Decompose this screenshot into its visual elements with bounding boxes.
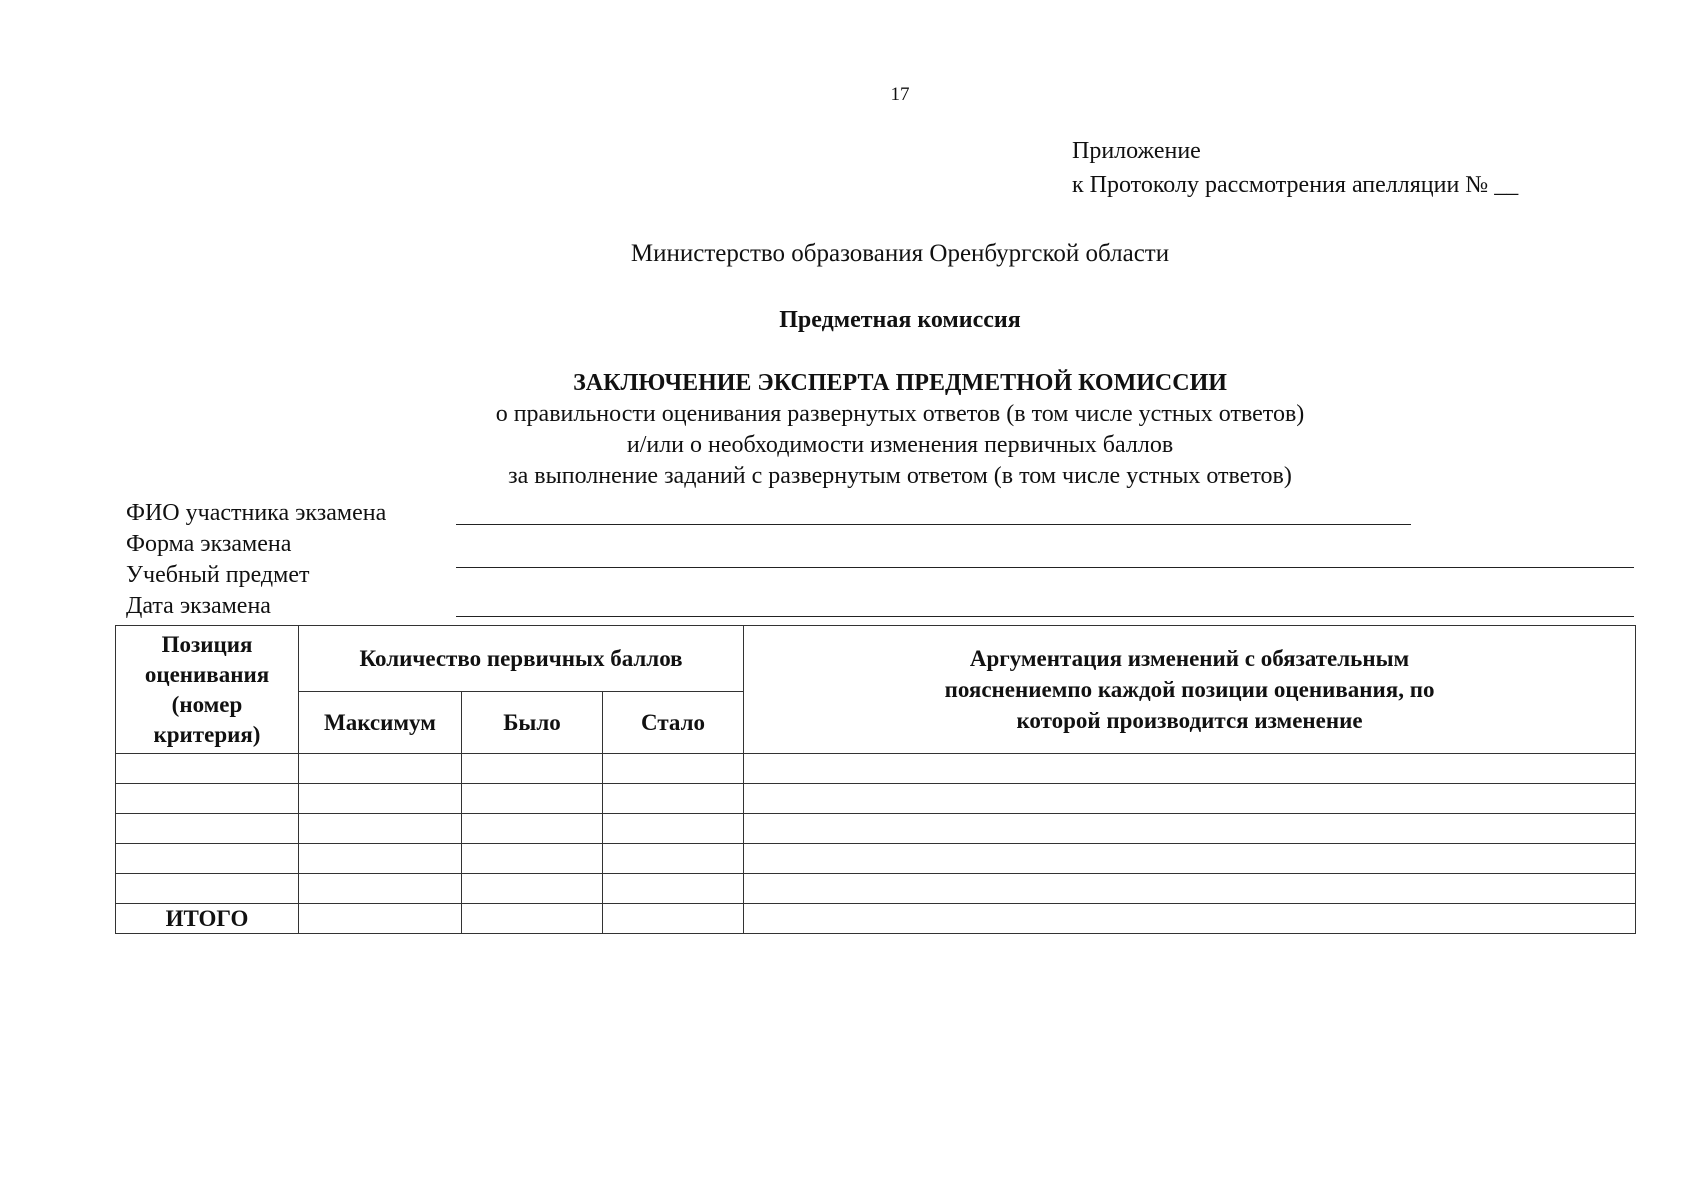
table-cell[interactable] [299, 874, 462, 904]
appeal-scores-table [115, 625, 1636, 934]
field-label-exam-date: Дата экзамена [126, 593, 271, 619]
table-cell[interactable] [603, 784, 744, 814]
field-label-participant-name: ФИО участника экзамена [126, 500, 387, 526]
table-cell[interactable] [462, 814, 603, 844]
subtitle-line-1: о правильности оценивания развернутых ответов (в том числе устных ответов) [495, 401, 1305, 427]
table-cell[interactable] [603, 844, 744, 874]
table-cell[interactable] [299, 754, 462, 784]
appendix-note [1072, 134, 1518, 202]
subject-line[interactable] [456, 567, 1634, 568]
was-column-header: Было [462, 692, 603, 754]
subtitle-line-3: за выполнение заданий с развернутым ответом (в том числе устных ответов) [508, 463, 1292, 489]
commission-name: Предметная комиссия [779, 307, 1021, 333]
points-group-header: Количество первичных баллов [299, 626, 744, 692]
table-cell[interactable] [116, 844, 299, 874]
table-cell[interactable] [603, 904, 744, 934]
table-cell[interactable] [116, 754, 299, 784]
table-cell[interactable] [462, 784, 603, 814]
table-row [116, 814, 1636, 844]
document-title: ЗАКЛЮЧЕНИЕ ЭКСПЕРТА ПРЕДМЕТНОЙ КОМИССИИ [573, 370, 1227, 396]
position-header-line: (номер [171, 691, 243, 717]
argument-header-line: которой производится изменение [1016, 708, 1363, 733]
table-row [116, 784, 1636, 814]
argument-column-header [744, 626, 1636, 754]
table-cell[interactable] [116, 784, 299, 814]
table-row [116, 844, 1636, 874]
became-column-header: Стало [603, 692, 744, 754]
subtitle-line-2: и/или о необходимости изменения первичных баллов [626, 432, 1174, 458]
table-row [116, 754, 1636, 784]
table-cell[interactable] [299, 844, 462, 874]
total-row [116, 904, 1636, 934]
argument-header-line: пояснениемпо каждой позиции оценивания, по [944, 677, 1435, 702]
total-label: ИТОГО [116, 904, 299, 934]
table-cell[interactable] [603, 874, 744, 904]
table-cell[interactable] [299, 784, 462, 814]
appendix-line-1: Приложение [1072, 138, 1201, 164]
table-row [116, 874, 1636, 904]
position-header-line: оценивания [144, 661, 270, 687]
position-column-header [116, 626, 299, 754]
table-cell[interactable] [462, 904, 603, 934]
table-cell[interactable] [744, 784, 1636, 814]
table-cell[interactable] [744, 904, 1636, 934]
argument-header-line: Аргументация изменений с обязательным [969, 646, 1410, 671]
max-column-header: Максимум [299, 692, 462, 754]
table-cell[interactable] [462, 844, 603, 874]
page-number: 17 [890, 84, 910, 105]
table-cell[interactable] [603, 754, 744, 784]
table-cell[interactable] [462, 874, 603, 904]
table-cell[interactable] [299, 904, 462, 934]
table-cell[interactable] [744, 844, 1636, 874]
table-cell[interactable] [603, 814, 744, 844]
table-cell[interactable] [744, 874, 1636, 904]
ministry-name: Министерство образования Оренбургской области [630, 240, 1170, 267]
exam-date-line[interactable] [456, 616, 1634, 617]
field-label-exam-form: Форма экзамена [126, 531, 292, 557]
table-cell[interactable] [299, 814, 462, 844]
position-header-line: критерия) [153, 721, 261, 747]
table-cell[interactable] [744, 754, 1636, 784]
table-cell[interactable] [116, 814, 299, 844]
appendix-line-2: к Протоколу рассмотрения апелляции № __ [1072, 172, 1519, 198]
table-cell[interactable] [462, 754, 603, 784]
position-header-line: Позиция [161, 631, 253, 657]
field-label-subject: Учебный предмет [126, 562, 310, 588]
table-cell[interactable] [744, 814, 1636, 844]
participant-name-line[interactable] [456, 524, 1411, 525]
table-cell[interactable] [116, 874, 299, 904]
